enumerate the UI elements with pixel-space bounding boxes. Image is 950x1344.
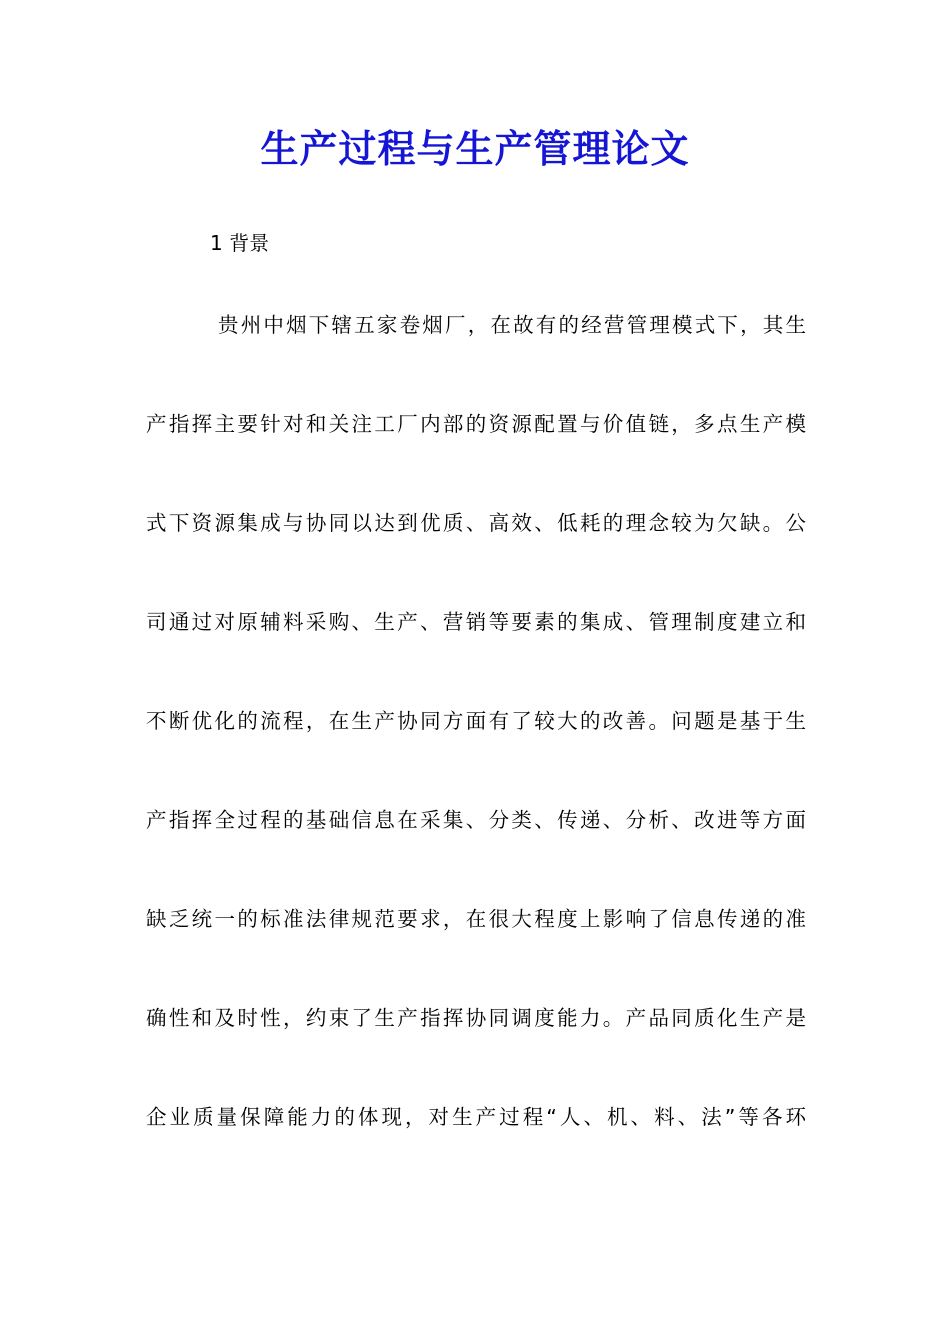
paragraph-line: 不断优化的流程，在生产协同方面有了较大的改善。问题是基于生 <box>146 709 806 733</box>
paragraph-line: 确性和及时性，约束了生产指挥协同调度能力。产品同质化生产是 <box>146 1006 806 1030</box>
paragraph-line: 贵州中烟下辖五家卷烟厂，在故有的经营管理模式下，其生 <box>218 313 806 337</box>
paragraph-line: 缺乏统一的标准法律规范要求，在很大程度上影响了信息传递的准 <box>146 907 806 931</box>
paragraph-line: 企业质量保障能力的体现，对生产过程“人、机、料、法”等各环 <box>146 1105 806 1129</box>
document-title: 生产过程与生产管理论文 <box>260 126 690 171</box>
paragraph-line: 产指挥主要针对和关注工厂内部的资源配置与价值链，多点生产模 <box>146 412 806 436</box>
paragraph-line: 司通过对原辅料采购、生产、营销等要素的集成、管理制度建立和 <box>146 610 806 634</box>
paragraph-line: 产指挥全过程的基础信息在采集、分类、传递、分析、改进等方面 <box>146 808 806 832</box>
paragraph-line: 式下资源集成与协同以达到优质、高效、低耗的理念较为欠缺。公 <box>146 511 806 535</box>
section-heading-background: 1 背景 <box>210 231 270 255</box>
